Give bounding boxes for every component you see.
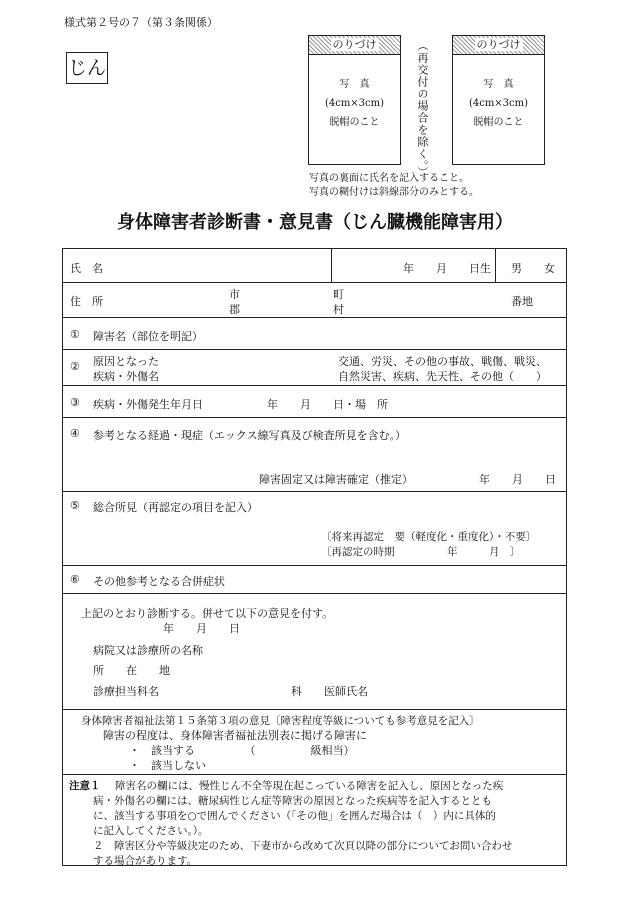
photo-label: 写 真 <box>339 79 370 90</box>
photo-size: (4cm×3cm) <box>324 98 385 109</box>
name-label: 氏 名 <box>70 262 103 275</box>
form-number: 様式第２号の７（第３条関係） <box>64 16 218 29</box>
notes-heading: 注意１ <box>69 780 101 792</box>
opinion-not-applicable: ・ 該当しない <box>129 759 206 772</box>
glue-area: のりづけ <box>309 36 400 55</box>
disability-name-label: 障害名（部位を明記） <box>93 330 203 343</box>
opinion-heading: 身体障害者福祉法第１５条第３項の意見〔障害程度等級についても参考意見を記入〕 <box>81 715 480 727</box>
row6-number: ⑥ <box>70 573 80 586</box>
note-2-line-1: ２ 障害区分や等級決定のため、下妻市から改めて次頁以降の部分についてお問い合わせ <box>93 840 513 852</box>
diagnosis-form <box>62 248 567 866</box>
doctor-name-label: 科 医師氏名 <box>291 685 368 698</box>
opinion-applicable: ・ 該当する （ 級相当） <box>129 744 355 757</box>
note-1-line-4: に記入してください。）。 <box>93 825 209 837</box>
photo-notes <box>309 172 479 200</box>
photo-label: 写 真 <box>483 79 514 90</box>
photo-box-right <box>452 35 545 165</box>
address-city: 市 <box>229 288 240 301</box>
diagnosis-statement: 上記のとおり診断する。併せて以下の意見を付す。 <box>81 607 334 620</box>
address-town: 町 <box>333 288 344 301</box>
note-1-line-3: に、該当する事項を○で囲んでください（「その他」を囲んだ場合は（ ）内に具体的 <box>93 810 496 822</box>
opinion-degree: 障害の程度は、身体障害者福祉法別表に掲げる障害に <box>103 729 367 742</box>
cause-options-1: 交通、労災、その他の事故、戦傷、戦災、 <box>338 355 547 368</box>
onset-date-label: 疾病・外傷発生年月日 <box>93 398 203 411</box>
cause-label-2: 疾病・外傷名 <box>93 370 159 383</box>
reissue-note: （再交付の場合を除く。） <box>416 40 429 179</box>
address-gun: 郡 <box>229 303 240 316</box>
location-label: 所 在 地 <box>93 664 170 677</box>
address-banchi: 番地 <box>511 295 533 308</box>
course-label: 参考となる経過・現症（エックス線写真及び検査所見を含む。） <box>93 429 407 442</box>
note-1-line-1: 障害名の欄には、慢性じん不全等現在起こっている障害を記入し、原因となった疾 <box>115 780 504 792</box>
hospital-name-label: 病院又は診療所の名称 <box>93 644 203 657</box>
cause-label-1: 原因となった <box>93 355 159 368</box>
complications-label: その他参考となる合併症状 <box>93 575 225 588</box>
birth-date-field: 年 月 日生 <box>403 262 491 275</box>
photo-size: (4cm×3cm) <box>468 98 529 109</box>
page-title: 身体障害者診断書・意見書（じん臓機能障害用） <box>117 212 513 233</box>
recertification-time: 〔再認定の時期 年 月 〕 <box>321 546 521 558</box>
photo-note-1: 写真の裏面に氏名を記入すること。 <box>309 173 469 184</box>
cause-options-2: 自然災害、疾病、先天性、その他（ ） <box>338 370 547 383</box>
row2-number: ② <box>70 360 80 373</box>
note-2-line-2: する場合があります。 <box>93 855 198 867</box>
recertification-need: 〔将来再認定 要（軽度化・重度化）・不要〕 <box>321 531 537 543</box>
address-village: 村 <box>333 303 344 316</box>
jin-label-box: じん <box>66 52 108 84</box>
address-label: 住 所 <box>70 295 103 308</box>
glue-area: のりづけ <box>453 36 544 55</box>
row1-number: ① <box>70 328 80 341</box>
photo-hat-note: 脱帽のこと <box>329 117 380 128</box>
photo-note-2: 写真の糊付けは斜線部分のみとする。 <box>309 187 479 198</box>
sex-field: 男 女 <box>511 262 555 275</box>
fixed-date: 年 月 日 <box>479 473 556 486</box>
fixed-label: 障害固定又は障害確定（推定） <box>259 473 413 486</box>
row3-number: ③ <box>70 396 80 409</box>
department-label: 診療担当科名 <box>93 685 159 698</box>
row4-number: ④ <box>70 427 80 440</box>
overall-findings-label: 総合所見（再認定の項目を記入） <box>93 501 258 514</box>
photo-box-left <box>308 35 401 165</box>
photo-hat-note: 脱帽のこと <box>473 117 524 128</box>
onset-date-field: 年 月 日・場 所 <box>267 398 388 411</box>
row5-number: ⑤ <box>70 499 80 512</box>
diagnosis-date: 年 月 日 <box>163 622 240 635</box>
note-1-line-2: 病・外傷名の欄には、糖尿病性じん症等障害の原因となった疾病等を記入するととも <box>93 795 492 807</box>
